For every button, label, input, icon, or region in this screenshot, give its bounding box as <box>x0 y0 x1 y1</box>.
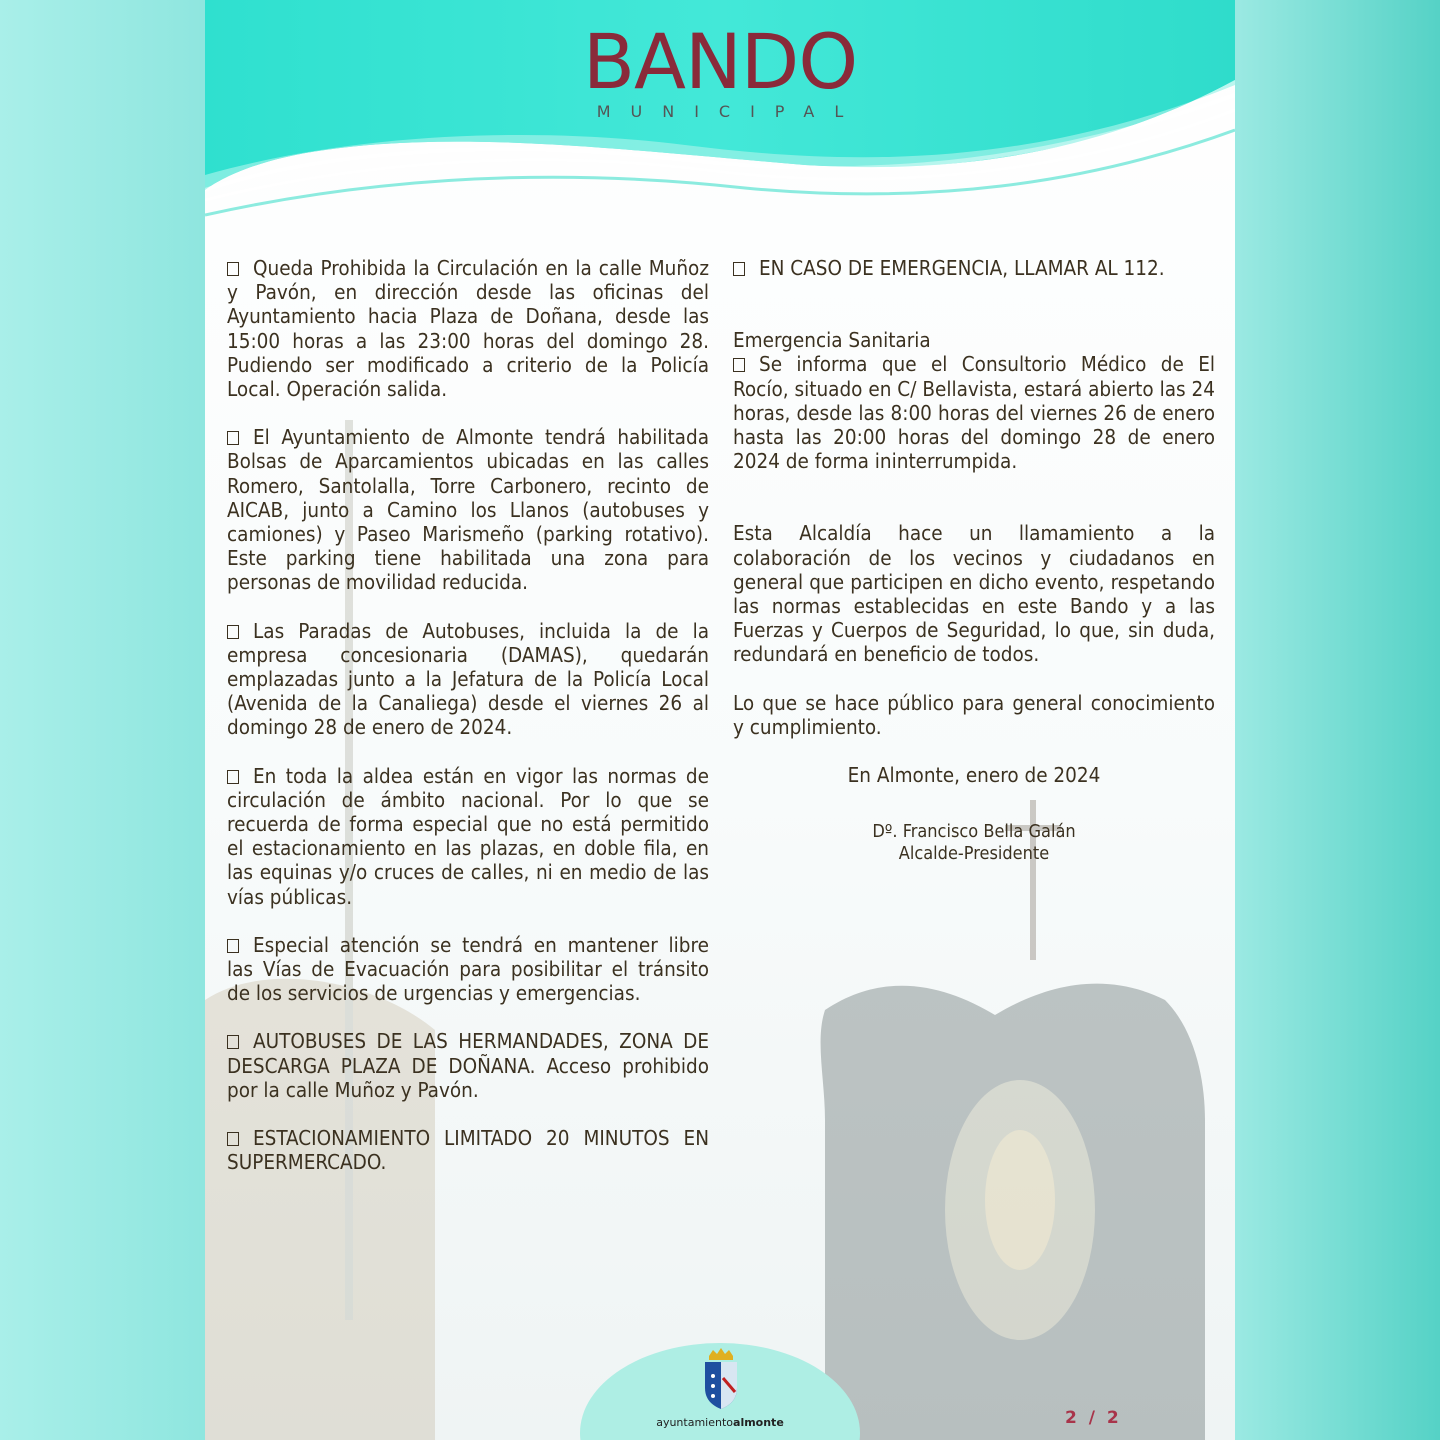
bullet-icon <box>733 358 745 372</box>
document-title: BANDO <box>582 17 858 106</box>
notice-evacuation-routes: Especial atención se tendrá en mantener libre las Vías de Evacuación para posibilitar el tránsito de los servicios de urgencias y emergencias. <box>227 932 709 1006</box>
signatory-title: Alcalde-Presidente <box>898 843 1050 865</box>
notice-bus-stops: Las Paradas de Autobuses, incluida la de la empresa concesionaria (DAMAS), quedarán emplazadas junto a la Jefatura de la Policía Local (Avenida de la Canaliega) desde el viernes 26 al domingo 28 de enero de 2024. <box>227 618 709 740</box>
bullet-icon <box>227 431 239 445</box>
notice-parking-areas: El Ayuntamiento de Almonte tendrá habilitada Bolsas de Aparcamientos ubicadas en las calles Romero, Santolalla, Torre Carbonero, recinto de AICAB, junto a Camino los Llanos (autobuses y camiones) y Paseo Marismeño (parking rotativo). Este parking tiene habilitada una zona para personas de movilidad reducida. <box>227 425 709 595</box>
bando-page <box>205 0 1235 1440</box>
bullet-icon <box>227 1035 239 1049</box>
bullet-icon <box>227 262 239 276</box>
emergency-notice: EN CASO DE EMERGENCIA, LLAMAR AL 112. <box>733 256 1215 280</box>
bullet-icon <box>227 939 239 953</box>
bullet-icon <box>733 262 745 276</box>
bullet-icon <box>227 770 239 784</box>
health-notice: Se informa que el Consultorio Médico de El Rocío, situado en C/ Bellavista, estará abierto las 24 horas, desde las 8:00 horas del viernes 26 de enero hasta las 20:00 horas del domingo 28 de enero 2024 de forma ininterrumpida. <box>733 352 1215 474</box>
document-subtitle: MUNICIPAL <box>596 102 864 121</box>
right-column <box>733 256 1215 865</box>
bullet-icon <box>227 1132 239 1146</box>
page-number: 2 / 2 <box>1065 1408 1122 1428</box>
left-column <box>227 256 709 1199</box>
notice-limited-parking: ESTACIONAMIENTO LIMITADO 20 MINUTOS EN SUPERMERCADO. <box>227 1126 709 1175</box>
health-heading: Emergencia Sanitaria <box>733 328 931 353</box>
place-date: En Almonte, enero de 2024 <box>847 763 1101 788</box>
municipality-logo-text: ayuntamientoalmonte <box>656 1416 784 1429</box>
signatory-name: Dº. Francisco Bella Galán <box>872 821 1076 843</box>
public-notice: Lo que se hace público para general conocimiento y cumplimiento. <box>733 690 1215 739</box>
appeal-paragraph: Esta Alcaldía hace un llamamiento a la colaboración de los vecinos y ciudadanos en general que participen en dicho evento, respetando las normas establecidas en este Bando y a las Fuerzas y Cuerpos de Seguridad, lo que, sin duda, redundará en beneficio de todos. <box>733 521 1215 667</box>
notice-traffic-rules: En toda la aldea están en vigor las normas de circulación de ámbito nacional. Por lo que se recuerda de forma especial que no está permitido el estacionamiento en las plazas, en doble fila, en las equinas y/o cruces de calles, ni en medio de las vías públicas. <box>227 763 709 909</box>
notice-brotherhood-buses: AUTOBUSES DE LAS HERMANDADES, ZONA DE DESCARGA PLAZA DE DOÑANA. Acceso prohibido por la calle Muñoz y Pavón. <box>227 1029 709 1102</box>
bullet-icon <box>227 625 239 639</box>
notice-traffic-restriction: Queda Prohibida la Circulación en la calle Muñoz y Pavón, en dirección desde las oficinas del Ayuntamiento hacia Plaza de Doñana, desde las 15:00 horas a las 23:00 horas del domingo 28. Pudiendo ser modificado a criterio de la Policía Local. Operación salida. <box>227 256 709 402</box>
municipal-shield-icon <box>701 1348 741 1410</box>
